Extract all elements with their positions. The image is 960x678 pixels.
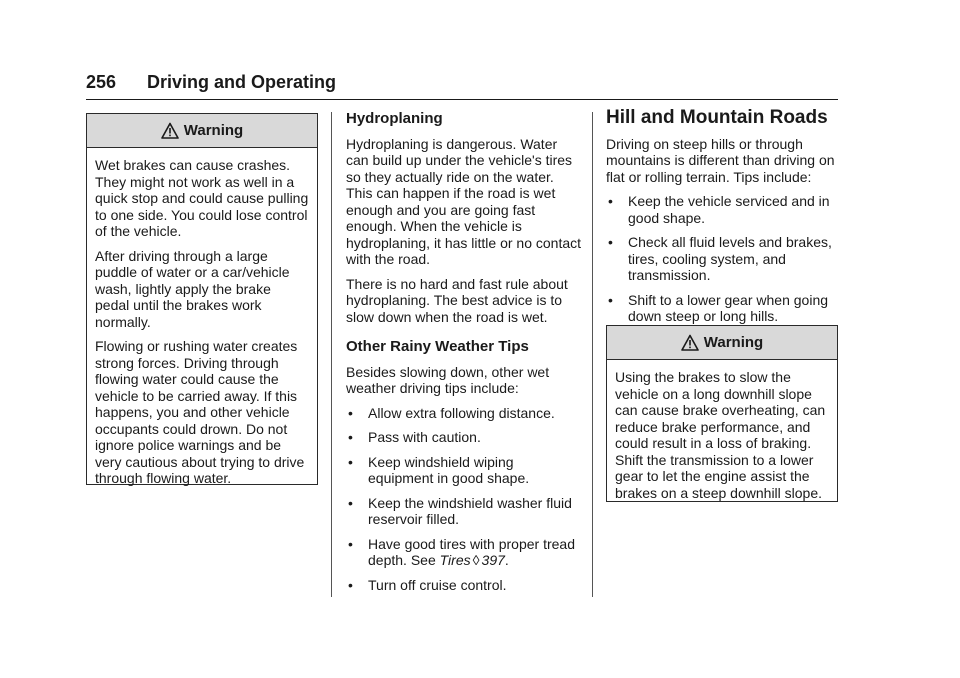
warning-triangle-icon bbox=[161, 122, 179, 140]
warning-triangle-icon bbox=[681, 334, 699, 352]
body-paragraph: Hydroplaning is dangerous. Water can build up under the vehicle's tires so they actually ride on the water. This can happen if the road is wet enough and you are going fast enough. When the vehicle is hydroplaning, it has little or no contact with the road. bbox=[346, 135, 582, 267]
warning-header bbox=[87, 114, 317, 148]
page-number: 256 bbox=[86, 72, 117, 92]
list-item-text: Allow extra following distance. bbox=[368, 404, 555, 421]
list-item bbox=[606, 193, 842, 226]
list-item-text: Pass with caution. bbox=[368, 429, 481, 445]
warning-header bbox=[607, 326, 837, 360]
list-item-text: Check all fluid levels and brakes, tires, cooling system, and transmission. bbox=[628, 234, 832, 283]
wet-brakes-warning-box bbox=[86, 113, 318, 485]
warning-body bbox=[607, 360, 837, 501]
list-item bbox=[346, 536, 582, 569]
bullet-dot: • bbox=[348, 576, 353, 593]
tires-xref-page[interactable]: 397 bbox=[481, 552, 505, 568]
warning-title: Warning bbox=[183, 122, 244, 139]
body-paragraph: Besides slowing down, other wet weather driving tips include: bbox=[346, 363, 550, 396]
bullet-dot: • bbox=[348, 429, 353, 445]
bullet-dot: • bbox=[608, 234, 613, 250]
bullet-dot: • bbox=[348, 453, 353, 470]
bullet-dot: • bbox=[608, 291, 613, 308]
bullet-dot: • bbox=[348, 404, 353, 421]
list-item-text: . bbox=[504, 552, 509, 568]
list-item bbox=[346, 495, 582, 528]
list-item bbox=[346, 577, 582, 594]
list-item bbox=[346, 405, 582, 422]
warning-paragraph: Wet brakes can cause crashes. They might not work as well in a quick stop and could cause pulling to one side. You could lose control of the vehicle. bbox=[95, 157, 309, 239]
warning-paragraph: After driving through a large puddle of water or a car/vehicle wash, lightly apply the brake pedal until the brakes work normally. bbox=[95, 247, 290, 330]
column-2 bbox=[346, 111, 582, 601]
warning-paragraph: Using the brakes to slow the vehicle on a long downhill slope can cause brake overheating, can reduce brake performance, and could result in a loss of braking. Shift the transmission to a lower gear to let the engine assist the brakes on a steep downhill slope. bbox=[615, 369, 826, 501]
list-item-text: Shift to a lower gear when going down steep or long hills. bbox=[628, 291, 829, 324]
downhill-warning-box bbox=[606, 325, 838, 502]
warning-body bbox=[87, 148, 317, 487]
bullet-dot: • bbox=[348, 535, 353, 552]
section-title: Driving and Operating bbox=[147, 72, 337, 92]
list-item bbox=[346, 429, 582, 446]
column-divider bbox=[592, 112, 593, 597]
hydroplaning-heading: Hydroplaning bbox=[346, 110, 443, 127]
list-item-text: Keep the vehicle serviced and in good shape. bbox=[628, 193, 830, 226]
list-item-text: Have good tires with proper tread depth. See bbox=[368, 535, 575, 568]
list-item-text: Keep windshield wiping equipment in good shape. bbox=[368, 453, 530, 486]
body-paragraph: There is no hard and fast rule about hydroplaning. The best advice is to slow down when the road is wet. bbox=[346, 275, 568, 325]
list-item bbox=[346, 454, 582, 487]
rainy-tips-list bbox=[346, 405, 582, 594]
hill-tips-list bbox=[606, 193, 842, 325]
hill-roads-heading: Hill and Mountain Roads bbox=[606, 107, 828, 128]
bullet-dot: • bbox=[348, 494, 353, 511]
warning-title: Warning bbox=[703, 334, 764, 351]
list-item-text: Keep the windshield washer fluid reservoir filled. bbox=[368, 494, 572, 527]
list-item-text: Turn off cruise control. bbox=[368, 576, 507, 593]
tires-xref-link[interactable]: Tires bbox=[439, 552, 471, 568]
column-3 bbox=[606, 107, 842, 333]
page-header bbox=[86, 70, 838, 96]
header-rule bbox=[86, 99, 838, 100]
body-paragraph: Driving on steep hills or through mountains is different than driving on flat or rolling terrain. Tips include: bbox=[606, 135, 835, 185]
warning-paragraph: Flowing or rushing water creates strong forces. Driving through flowing water could cause the vehicle to be carried away. If this happens, you and other vehicle occupants could drown. Do not ignore police warnings and be very cautious about trying to drive through flowing water. bbox=[95, 338, 305, 486]
rainy-tips-heading: Other Rainy Weather Tips bbox=[346, 338, 529, 355]
column-divider bbox=[331, 112, 332, 597]
list-item bbox=[606, 292, 842, 325]
list-item bbox=[606, 234, 842, 284]
bullet-dot: • bbox=[608, 193, 613, 209]
page-ref-arrow-icon: ◊ bbox=[472, 552, 480, 568]
